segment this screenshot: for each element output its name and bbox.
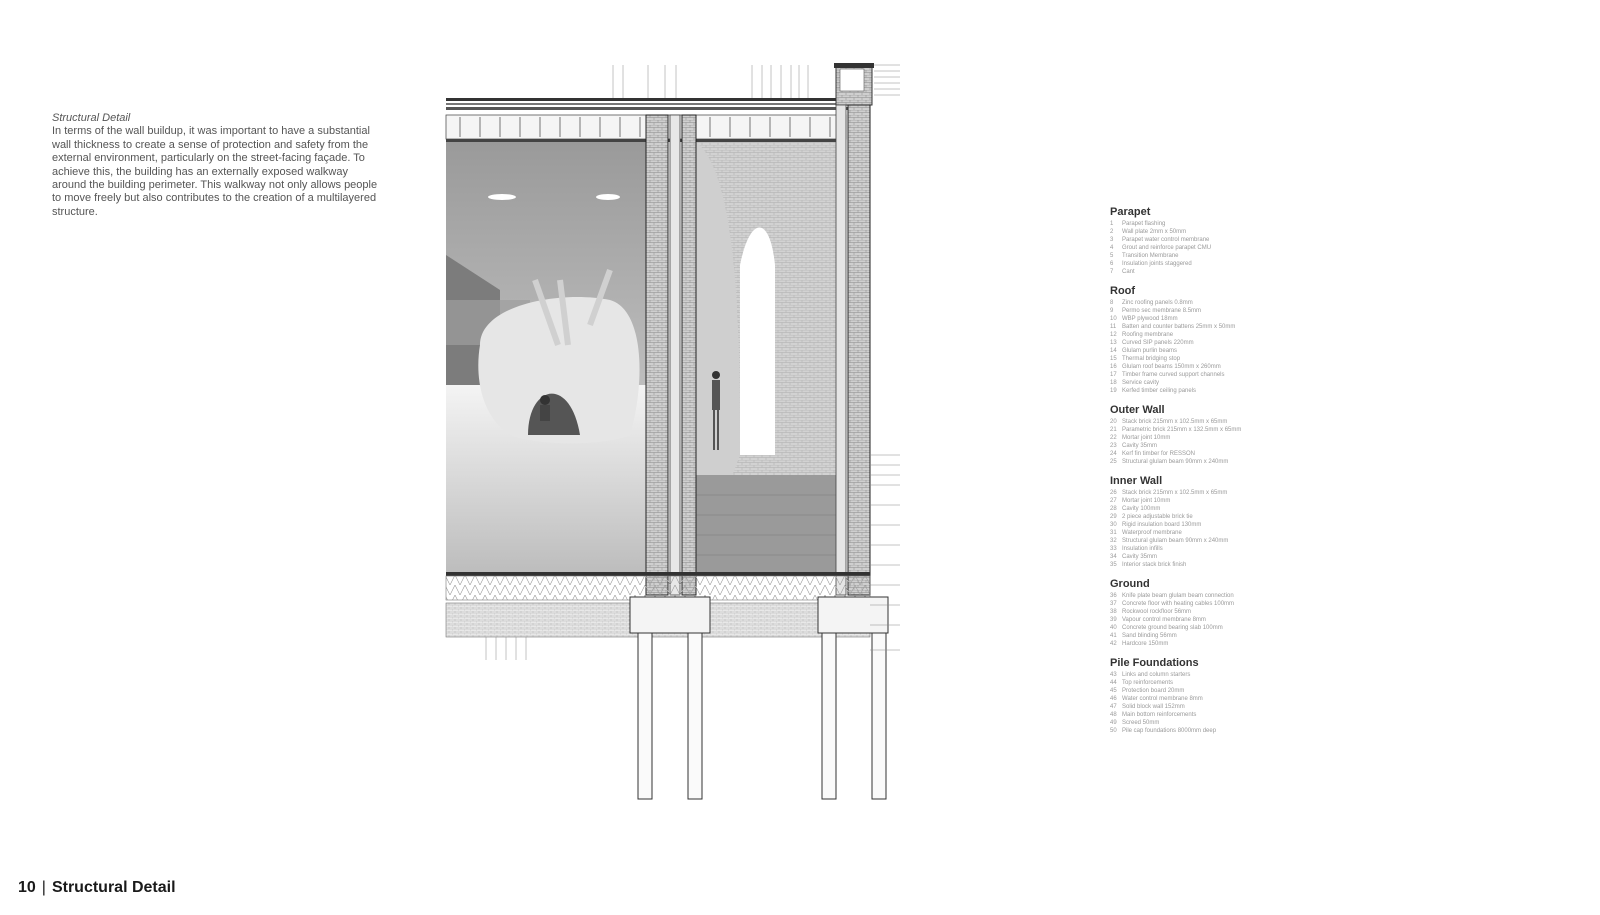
legend-item-text: Structural glulam beam 90mm x 240mm bbox=[1122, 459, 1229, 465]
legend-item-text: Grout and reinforce parapet CMU bbox=[1122, 245, 1212, 251]
legend-item-number: 2 bbox=[1110, 229, 1114, 235]
legend-item bbox=[1110, 307, 1310, 315]
legend-section-title: Inner Wall bbox=[1110, 475, 1163, 487]
legend-item bbox=[1110, 671, 1310, 679]
legend-section-title: Roof bbox=[1110, 285, 1136, 297]
legend-item-text: Rigid insulation board 130mm bbox=[1122, 522, 1202, 528]
legend-item-text: Mortar joint 10mm bbox=[1122, 498, 1171, 504]
legend-item bbox=[1110, 497, 1310, 505]
legend-item-text: Water control membrane 8mm bbox=[1122, 696, 1203, 702]
legend-section-title: Ground bbox=[1110, 578, 1150, 590]
legend-item bbox=[1110, 371, 1310, 379]
legend-item-text: Screed 50mm bbox=[1122, 720, 1160, 726]
legend-item-number: 23 bbox=[1110, 443, 1117, 449]
legend-item-number: 15 bbox=[1110, 356, 1117, 362]
legend-item-number: 9 bbox=[1110, 308, 1114, 314]
legend-item bbox=[1110, 513, 1310, 521]
legend-item-number: 24 bbox=[1110, 451, 1117, 457]
legend-item-number: 22 bbox=[1110, 435, 1117, 441]
legend-item-text: Curved SIP panels 220mm bbox=[1122, 340, 1194, 346]
legend-item bbox=[1110, 236, 1310, 244]
legend-item-number: 3 bbox=[1110, 237, 1114, 243]
legend-item-number: 38 bbox=[1110, 609, 1117, 615]
legend-item-text: 2 piece adjustable brick tie bbox=[1122, 514, 1193, 520]
legend-item-text: WBP plywood 18mm bbox=[1122, 316, 1178, 322]
legend-item-number: 31 bbox=[1110, 530, 1117, 536]
legend-item-number: 6 bbox=[1110, 261, 1114, 267]
legend-item bbox=[1110, 363, 1310, 371]
legend-item bbox=[1110, 703, 1310, 711]
legend-item-number: 8 bbox=[1110, 300, 1114, 306]
legend-item-number: 16 bbox=[1110, 364, 1117, 370]
legend-item bbox=[1110, 529, 1310, 537]
legend-item-number: 39 bbox=[1110, 617, 1117, 623]
legend-item-text: Transition Membrane bbox=[1122, 253, 1179, 259]
legend-item bbox=[1110, 299, 1310, 307]
legend-item-number: 4 bbox=[1110, 245, 1114, 251]
page-number: 10 bbox=[18, 879, 36, 896]
legend-item bbox=[1110, 640, 1310, 648]
interior-render-left bbox=[446, 142, 646, 572]
legend-item bbox=[1110, 252, 1310, 260]
legend-item-text: Stack brick 215mm x 102.5mm x 65mm bbox=[1122, 419, 1228, 425]
legend-item-text: Structural glulam beam 90mm x 240mm bbox=[1122, 538, 1229, 544]
intro-text-block bbox=[52, 112, 382, 219]
legend-item-number: 21 bbox=[1110, 427, 1117, 433]
legend-item bbox=[1110, 561, 1310, 569]
legend-section bbox=[1110, 578, 1310, 648]
outer-wall bbox=[836, 105, 870, 595]
legend-item bbox=[1110, 545, 1310, 553]
legend-item-text: Cavity 100mm bbox=[1122, 506, 1161, 512]
section-title: Structural Detail bbox=[51, 879, 176, 896]
interior-render-right bbox=[696, 142, 836, 572]
legend-item-text: Cavity 35mm bbox=[1122, 443, 1158, 449]
legend-item-number: 30 bbox=[1110, 522, 1117, 528]
materials-legend bbox=[1110, 206, 1310, 744]
legend-item-number: 19 bbox=[1110, 388, 1117, 394]
legend-item-number: 28 bbox=[1110, 506, 1117, 512]
legend-item-text: Solid block wall 152mm bbox=[1122, 704, 1185, 710]
legend-item-text: Glulam purlin beams bbox=[1122, 348, 1178, 354]
legend-item-text: Zinc roofing panels 0.8mm bbox=[1122, 300, 1193, 306]
legend-item bbox=[1110, 616, 1310, 624]
legend-item-number: 5 bbox=[1110, 253, 1114, 259]
page-footer bbox=[18, 879, 176, 897]
legend-item bbox=[1110, 355, 1310, 363]
legend-item-text: Glulam roof beams 150mm x 260mm bbox=[1122, 364, 1221, 370]
legend-item bbox=[1110, 347, 1310, 355]
legend-item-number: 50 bbox=[1110, 728, 1117, 734]
legend-item-text: Parapet water control membrane bbox=[1122, 237, 1210, 243]
footer-separator: | bbox=[41, 879, 46, 896]
legend-item-text: Waterproof membrane bbox=[1122, 530, 1182, 536]
legend-item-text: Service cavity bbox=[1122, 380, 1160, 386]
legend-item-number: 34 bbox=[1110, 554, 1117, 560]
legend-item-number: 33 bbox=[1110, 546, 1117, 552]
legend-item bbox=[1110, 719, 1310, 727]
legend-item bbox=[1110, 537, 1310, 545]
central-wall bbox=[646, 115, 696, 595]
legend-item-text: Parapet flashing bbox=[1122, 221, 1166, 227]
legend-item bbox=[1110, 592, 1310, 600]
legend-item-text: Timber frame curved support channels bbox=[1122, 372, 1225, 378]
legend-item-number: 27 bbox=[1110, 498, 1117, 504]
legend-item-number: 32 bbox=[1110, 538, 1117, 544]
legend-item-text: Protection board 20mm bbox=[1122, 688, 1185, 694]
legend-item-text: Knife plate beam glulam beam connection bbox=[1122, 593, 1234, 599]
legend-item bbox=[1110, 489, 1310, 497]
legend-section bbox=[1110, 475, 1310, 569]
legend-item bbox=[1110, 228, 1310, 236]
legend-item-text: Main bottom reinforcements bbox=[1122, 712, 1197, 718]
legend-section-title: Parapet bbox=[1110, 206, 1151, 218]
legend-item-number: 1 bbox=[1110, 221, 1114, 227]
legend-item-number: 11 bbox=[1110, 324, 1117, 330]
legend-item-text: Rockwool rockfloor 56mm bbox=[1122, 609, 1192, 615]
legend-item bbox=[1110, 458, 1310, 466]
legend-item-number: 37 bbox=[1110, 601, 1117, 607]
legend-item-number: 47 bbox=[1110, 704, 1117, 710]
legend-item-text: Interior stack brick finish bbox=[1122, 562, 1187, 568]
legend-item-number: 7 bbox=[1110, 269, 1114, 275]
legend-section-title: Pile Foundations bbox=[1110, 657, 1199, 669]
legend-section bbox=[1110, 206, 1310, 276]
legend-item bbox=[1110, 553, 1310, 561]
legend-item-number: 17 bbox=[1110, 372, 1117, 378]
legend-section-title: Outer Wall bbox=[1110, 404, 1165, 416]
legend-section bbox=[1110, 657, 1310, 735]
legend-item bbox=[1110, 679, 1310, 687]
legend-item bbox=[1110, 244, 1310, 252]
legend-item-number: 46 bbox=[1110, 696, 1117, 702]
legend-item bbox=[1110, 339, 1310, 347]
legend-item-text: Cant bbox=[1122, 269, 1135, 275]
legend-item bbox=[1110, 687, 1310, 695]
legend-item bbox=[1110, 711, 1310, 719]
legend-item-number: 40 bbox=[1110, 625, 1117, 631]
legend-item bbox=[1110, 387, 1310, 395]
legend-item-text: Thermal bridging stop bbox=[1122, 356, 1181, 362]
legend-item-text: Concrete floor with heating cables 100mm bbox=[1122, 601, 1235, 607]
legend-item bbox=[1110, 600, 1310, 608]
legend-item bbox=[1110, 323, 1310, 331]
legend-item bbox=[1110, 450, 1310, 458]
legend-item-number: 26 bbox=[1110, 490, 1117, 496]
legend-item bbox=[1110, 624, 1310, 632]
legend-item-number: 25 bbox=[1110, 459, 1117, 465]
legend-item bbox=[1110, 632, 1310, 640]
legend-item-number: 14 bbox=[1110, 348, 1117, 354]
legend-item-number: 42 bbox=[1110, 641, 1117, 647]
legend-item bbox=[1110, 442, 1310, 450]
legend-item bbox=[1110, 521, 1310, 529]
legend-item-text: Links and column starters bbox=[1122, 672, 1191, 678]
legend-item bbox=[1110, 379, 1310, 387]
legend-item-text: Wall plate 2mm x 50mm bbox=[1122, 229, 1187, 235]
legend-item-text: Mortar joint 10mm bbox=[1122, 435, 1171, 441]
legend-item-text: Kerfed timber ceiling panels bbox=[1122, 388, 1197, 394]
intro-heading: Structural Detail bbox=[52, 112, 131, 124]
legend-item-number: 49 bbox=[1110, 720, 1117, 726]
legend-item bbox=[1110, 418, 1310, 426]
legend-item bbox=[1110, 426, 1310, 434]
legend-item-text: Concrete ground bearing slab 100mm bbox=[1122, 625, 1223, 631]
legend-item-number: 12 bbox=[1110, 332, 1117, 338]
legend-item-number: 10 bbox=[1110, 316, 1117, 322]
legend-item-text: Vapour control membrane 8mm bbox=[1122, 617, 1206, 623]
legend-item-number: 18 bbox=[1110, 380, 1117, 386]
legend-item-number: 45 bbox=[1110, 688, 1117, 694]
legend-item bbox=[1110, 727, 1310, 735]
legend-item-text: Hardcore 150mm bbox=[1122, 641, 1169, 647]
legend-item-number: 13 bbox=[1110, 340, 1117, 346]
legend-item-number: 36 bbox=[1110, 593, 1117, 599]
legend-item-text: Sand blinding 56mm bbox=[1122, 633, 1177, 639]
structural-section-drawing bbox=[440, 55, 940, 815]
legend-item-number: 20 bbox=[1110, 419, 1117, 425]
legend-item-text: Stack brick 215mm x 102.5mm x 65mm bbox=[1122, 490, 1228, 496]
legend-item-text: Pile cap foundations 8000mm deep bbox=[1122, 728, 1217, 734]
parapet bbox=[834, 63, 874, 105]
legend-item-text: Cavity 35mm bbox=[1122, 554, 1158, 560]
legend-item-text: Top reinforcements bbox=[1122, 680, 1174, 686]
legend-item-text: Insulation infills bbox=[1122, 546, 1163, 552]
legend-item-number: 29 bbox=[1110, 514, 1117, 520]
legend-item-number: 44 bbox=[1110, 680, 1117, 686]
legend-section bbox=[1110, 285, 1310, 395]
legend-item bbox=[1110, 434, 1310, 442]
intro-paragraph: In terms of the wall buildup, it was important to have a substantial wall thickness to create a sense of protection and safety from the external environment, particularly on the street-facing façade. To achieve this, the building has an externally exposed walkway around the building perimeter. This walkway not only allows people to move freely but also contributes to the creation of a multilayered structure. bbox=[52, 125, 378, 218]
legend-item bbox=[1110, 331, 1310, 339]
legend-item bbox=[1110, 505, 1310, 513]
legend-item bbox=[1110, 608, 1310, 616]
legend-item-text: Parametric brick 215mm x 132.5mm x 65mm bbox=[1122, 427, 1242, 433]
legend-item-number: 43 bbox=[1110, 672, 1117, 678]
legend-item bbox=[1110, 315, 1310, 323]
legend-item-text: Kerf fin timber for RESSON bbox=[1122, 451, 1196, 457]
legend-item-number: 48 bbox=[1110, 712, 1117, 718]
legend-item-text: Batten and counter battens 25mm x 50mm bbox=[1122, 324, 1236, 330]
legend-item bbox=[1110, 220, 1310, 228]
legend-section bbox=[1110, 404, 1310, 466]
legend-item-text: Permo sec membrane 8.5mm bbox=[1122, 308, 1202, 314]
legend-item bbox=[1110, 260, 1310, 268]
legend-item bbox=[1110, 695, 1310, 703]
legend-item-number: 35 bbox=[1110, 562, 1117, 568]
legend-item-text: Insulation joints staggered bbox=[1122, 261, 1192, 267]
legend-item-number: 41 bbox=[1110, 633, 1117, 639]
legend-item-text: Roofing membrane bbox=[1122, 332, 1174, 338]
legend-item bbox=[1110, 268, 1310, 276]
